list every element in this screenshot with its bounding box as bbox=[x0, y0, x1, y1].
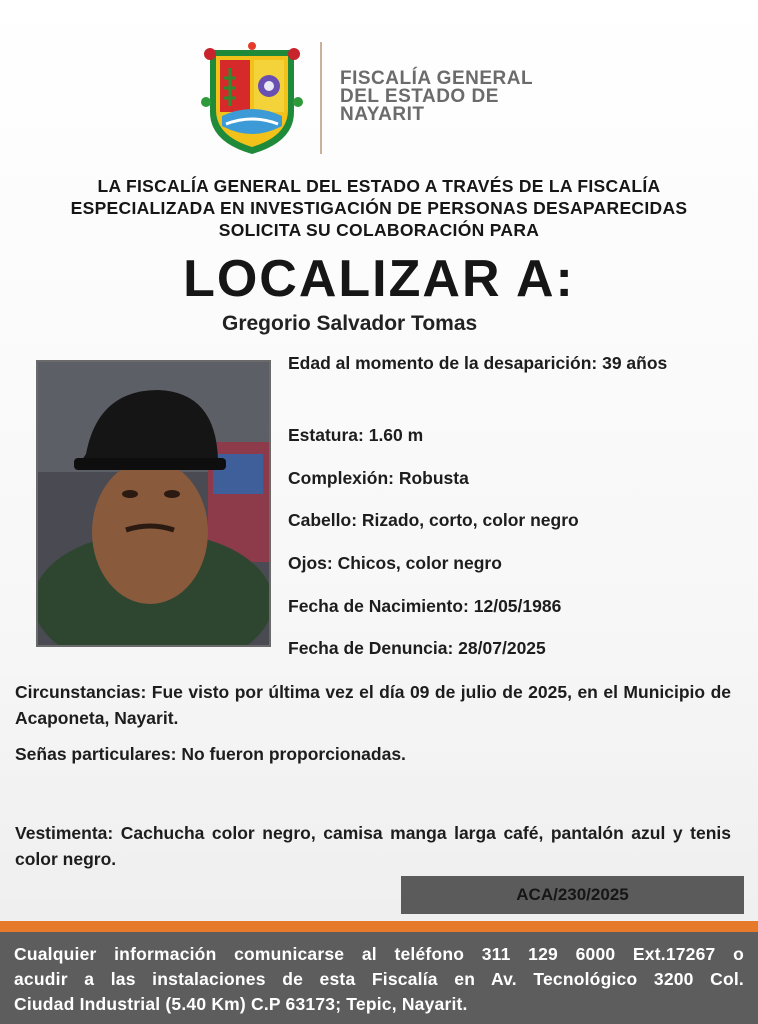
intro-line-1: LA FISCALÍA GENERAL DEL ESTADO A TRAVÉS DE LA FISCALÍA bbox=[97, 176, 661, 196]
person-name: Gregorio Salvador Tomas bbox=[222, 312, 478, 335]
vestimenta-text: Vestimenta: Cachucha color negro, camisa manga larga café, pantalón azul y tenis color negro. bbox=[15, 823, 731, 869]
fact-edad: Edad al momento de la desaparición: 39 años bbox=[288, 353, 668, 373]
fact-fecha-denuncia: Fecha de Denuncia: 28/07/2025 bbox=[288, 638, 546, 658]
accent-band bbox=[0, 921, 758, 932]
footer-contact-text bbox=[14, 942, 744, 1017]
senas-particulares-text: Señas particulares: No fueron proporcionadas. bbox=[15, 744, 406, 764]
case-number: ACA/230/2025 bbox=[516, 885, 629, 904]
nayarit-coat-of-arms-icon bbox=[200, 42, 304, 156]
agency-name-line-3: NAYARIT bbox=[340, 104, 425, 125]
footer-line-3: Ciudad Industrial (5.40 Km) C.P 63173; Tepic, Nayarit. bbox=[14, 994, 468, 1014]
fact-fecha-nacimiento: Fecha de Nacimiento: 12/05/1986 bbox=[288, 596, 562, 616]
fact-ojos: Ojos: Chicos, color negro bbox=[288, 553, 502, 573]
agency-name-line-2: DEL ESTADO DE bbox=[340, 86, 499, 107]
intro-line-2: ESPECIALIZADA EN INVESTIGACIÓN DE PERSONAS DESAPARECIDAS bbox=[70, 198, 688, 218]
case-number-box bbox=[401, 876, 744, 914]
footer-line-1: Cualquier información comunicarse al teléfono 311 129 6000 Ext.17267 o bbox=[14, 944, 744, 964]
intro-text bbox=[0, 175, 758, 241]
agency-name bbox=[340, 70, 533, 124]
circunstancias-text: Circunstancias: Fue visto por última vez el día 09 de julio de 2025, en el Municipio de Acaponeta, Nayarit. bbox=[15, 682, 731, 728]
person-photo bbox=[36, 360, 271, 647]
fact-complexion: Complexión: Robusta bbox=[288, 468, 469, 488]
header-divider bbox=[320, 42, 322, 154]
intro-line-3: SOLICITA SU COLABORACIÓN PARA bbox=[218, 220, 540, 240]
headline: LOCALIZAR A: bbox=[183, 250, 575, 308]
fact-cabello: Cabello: Rizado, corto, color negro bbox=[288, 510, 579, 530]
fact-estatura: Estatura: 1.60 m bbox=[288, 425, 424, 445]
agency-name-line-1: FISCALÍA GENERAL bbox=[340, 68, 534, 89]
footer-line-2: acudir a las instalaciones de esta Fiscalía en Av. Tecnológico 3200 Col. bbox=[14, 969, 744, 989]
